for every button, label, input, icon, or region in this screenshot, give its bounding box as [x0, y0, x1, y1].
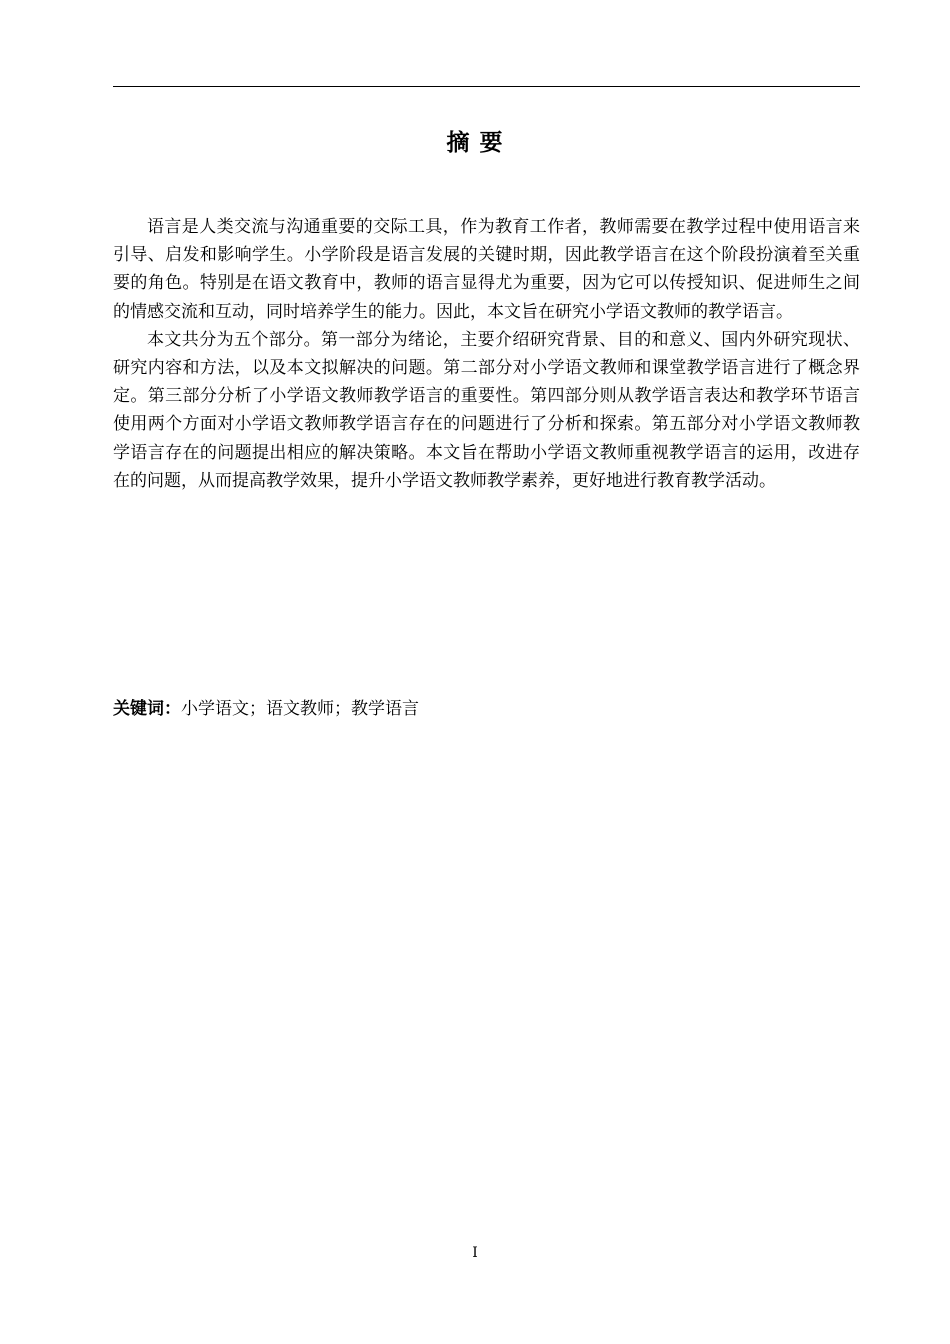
abstract-title: 摘 要	[446, 130, 504, 156]
keywords-value: 小学语文；语文教师；教学语言	[181, 699, 419, 719]
header-rule	[113, 86, 860, 87]
keywords-label: 关键词：	[113, 699, 181, 719]
abstract-paragraph-2: 本文共分为五个部分。第一部分为绪论，主要介绍研究背景、目的和意义、国内外研究现状、研究内容和方法，以及本文拟解决的问题。第二部分对小学语文教师和课堂教学语言进行了概念界定。第三部分分析了小学语文教师教学语言的重要性。第四部分则从教学语言表达和教学环节语言使用两个方面对小学语文教师教学语言存在的问题进行了分析和探索。第五部分对小学语文教师教学语言存在的问题提出相应的解决策略。本文旨在帮助小学语文教师重视教学语言的运用，改进存在的问题，从而提高教学效果，提升小学语文教师教学素养，更好地进行教育教学活动。	[113, 329, 860, 491]
abstract-paragraph-1: 语言是人类交流与沟通重要的交际工具，作为教育工作者，教师需要在教学过程中使用语言来引导、启发和影响学生。小学阶段是语言发展的关键时期，因此教学语言在这个阶段扮演着至关重要的角色。特别是在语文教育中，教师的语言显得尤为重要，因为它可以传授知识、促进师生之间的情感交流和互动，同时培养学生的能力。因此，本文旨在研究小学语文教师的教学语言。	[113, 217, 860, 322]
abstract-body	[113, 213, 860, 495]
keywords-line	[113, 695, 860, 723]
page-number: I	[472, 1245, 478, 1261]
